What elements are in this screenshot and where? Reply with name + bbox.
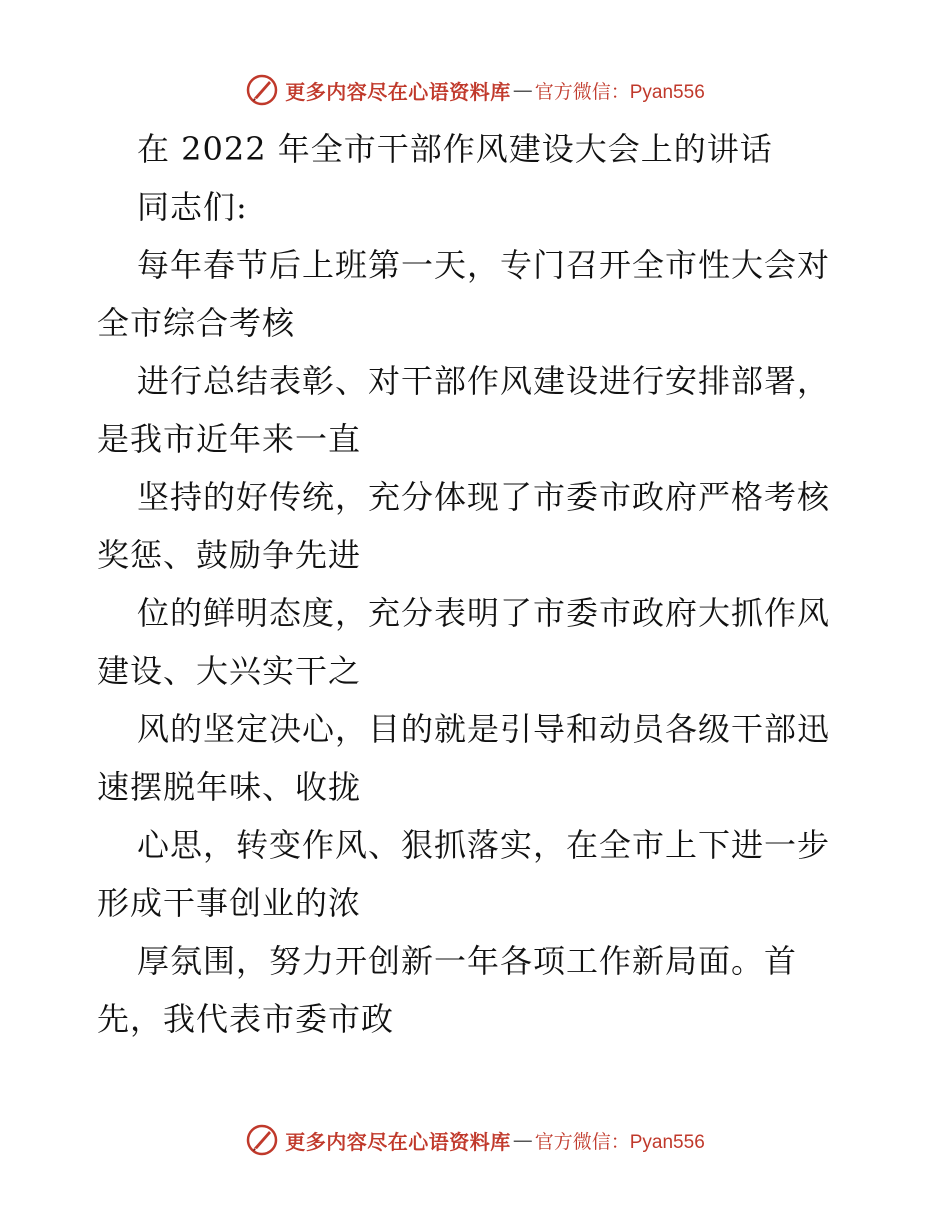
text-line: 坚持的好传统，充分体现了市委市政府严格考核 (137, 478, 831, 516)
text-line: 是我市近年来一直 (97, 420, 362, 458)
watermark-text: 更多内容尽在心语资料库 (285, 79, 511, 104)
watermark-wechat (535, 1127, 705, 1154)
text-line: 每年春节后上班第一天，专门召开全市性大会对 (137, 246, 831, 284)
text-line: 先，我代表市委市政 (97, 1000, 395, 1038)
wechat-label: 官方微信： (534, 1130, 630, 1153)
text-line: 在 2022 年全市干部作风建设大会上的讲话 (137, 130, 773, 168)
wechat-id: Pyan556 (629, 81, 705, 103)
text-line: 建设、大兴实干之 (97, 652, 362, 690)
text-line: 厚氛围，努力开创新一年各项工作新局面。首 (137, 942, 798, 980)
quill-logo-icon (245, 73, 279, 107)
text-line: 进行总结表彰、对干部作风建设进行安排部署， (137, 362, 831, 400)
text-line: 全市综合考核 (97, 304, 296, 342)
document-body (97, 120, 857, 1048)
text-line: 位的鲜明态度，充分表明了市委市政府大抓作风 (137, 594, 831, 632)
text-line: 形成干事创业的浓 (97, 884, 362, 922)
watermark-separator: — (512, 78, 533, 102)
text-line: 风的坚定决心，目的就是引导和动员各级干部迅 (137, 710, 831, 748)
wechat-id: Pyan556 (629, 1131, 705, 1153)
text-line: 心思，转变作风、狠抓落实，在全市上下进一步 (137, 826, 831, 864)
text-line: 奖惩、鼓励争先进 (97, 536, 362, 574)
watermark-text: 更多内容尽在心语资料库 (285, 1129, 511, 1154)
watermark-separator: — (512, 1128, 533, 1152)
wechat-label: 官方微信： (534, 80, 630, 103)
header-watermark (0, 70, 950, 110)
text-line: 同志们: (137, 188, 248, 226)
quill-logo-icon (245, 1123, 279, 1157)
text-line: 速摆脱年味、收拢 (97, 768, 362, 806)
footer-watermark (0, 1120, 950, 1160)
watermark-wechat (535, 77, 705, 104)
